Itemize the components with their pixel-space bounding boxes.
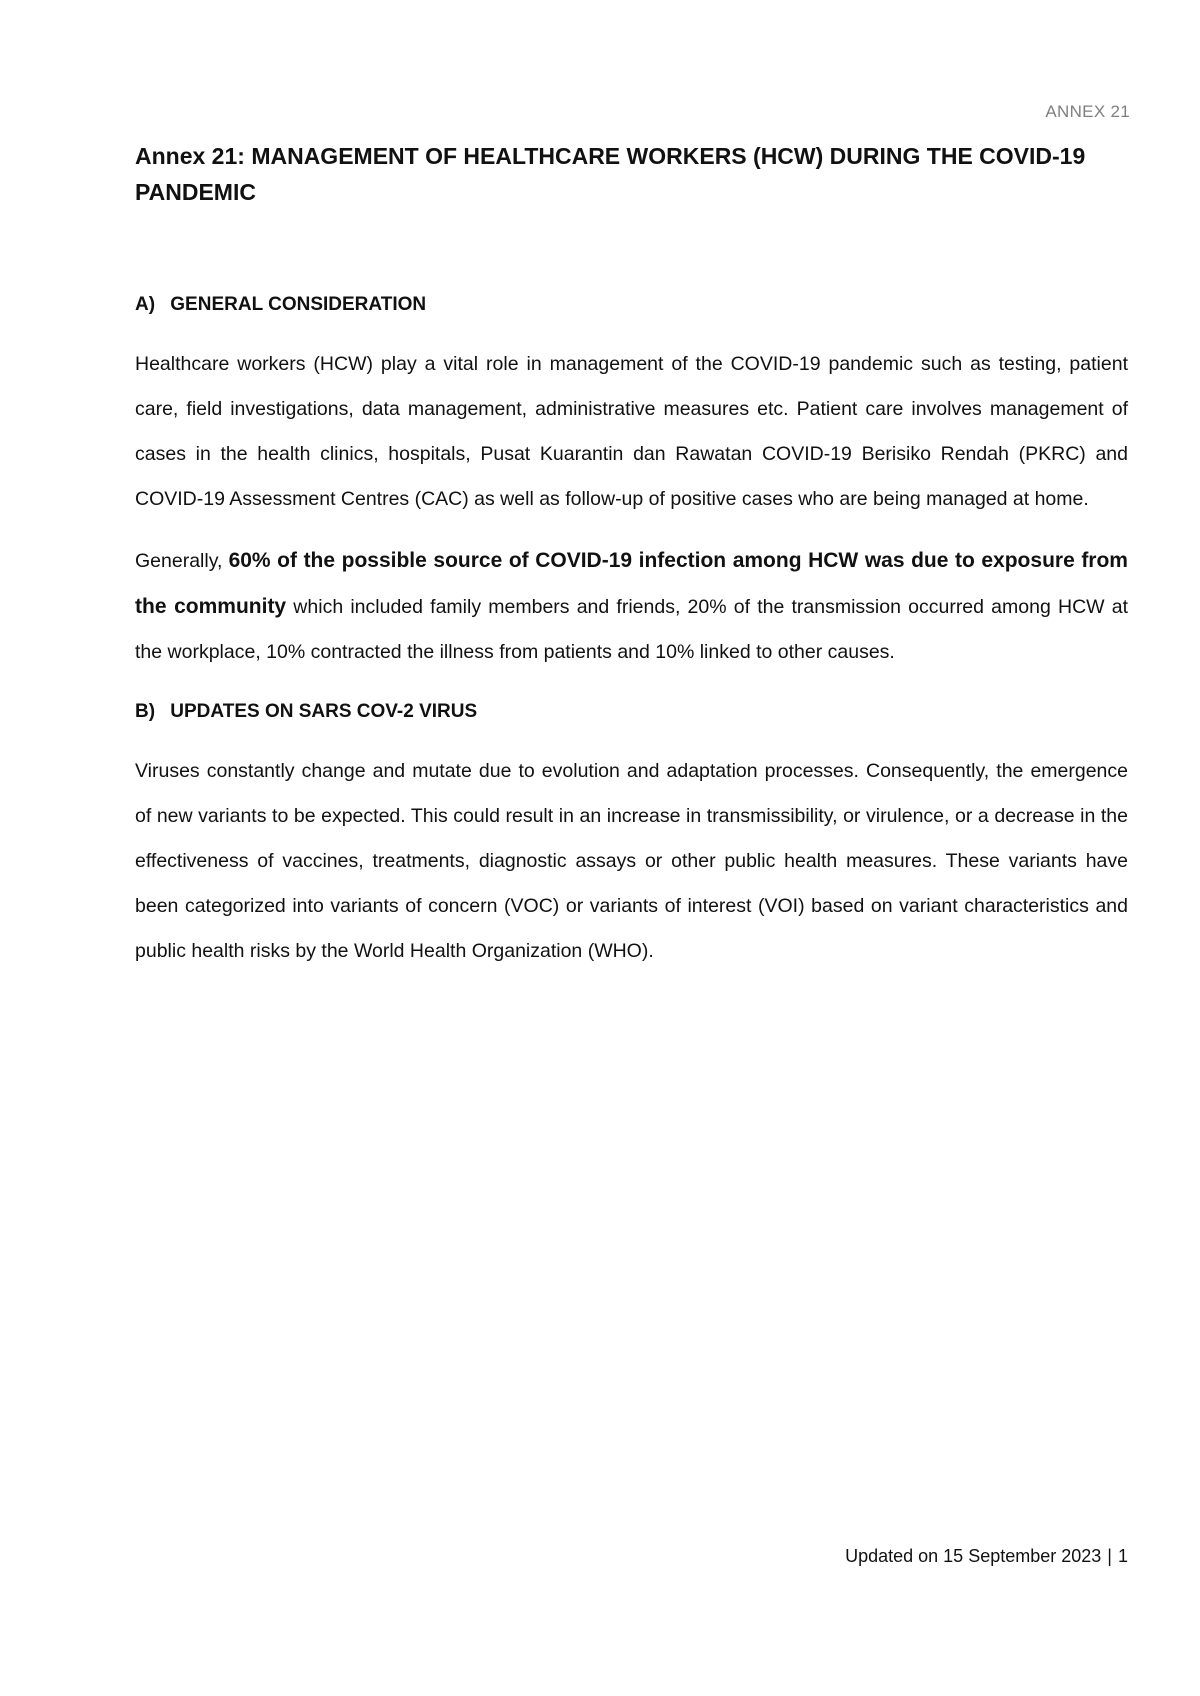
paragraph-2-rest: which included family members and friends, 20% of the transmission occurred among HCW at the workplace, 10% contracted the illness from patients and 10% linked to other causes. [135, 596, 1128, 663]
section-b-paragraph-1: Viruses constantly change and mutate due to evolution and adaptation processes. Consequently, the emergence of new variants to be expected. This could result in an increase in transmissibility, or virulence, or a decrease in the effectiveness of vaccines, treatments, diagnostic assays or other public health measures. These variants have been categorized into variants of concern (VOC) or variants of interest (VOI) based on variant characteristics and public health risks by the World Health Organization (WHO). [135, 760, 1128, 962]
section-a-heading [135, 290, 1128, 320]
annex-header-label: ANNEX 21 [1045, 102, 1130, 121]
section-b-heading [135, 697, 1128, 727]
section-b-marker: B) [135, 701, 156, 722]
section-a-paragraph-1: Healthcare workers (HCW) play a vital role in management of the COVID-19 pandemic such as testing, patient care, field investigations, data management, administrative measures etc. Patient care involves management of cases in the health clinics, hospitals, Pusat Kuarantin dan Rawatan COVID-19 Berisiko Rendah (PKRC) and COVID-19 Assessment Centres (CAC) as well as follow-up of positive cases who are being managed at home. [135, 353, 1128, 510]
document-title: Annex 21: MANAGEMENT OF HEALTHCARE WORKERS (HCW) DURING THE COVID-19 PANDEMIC [135, 143, 1086, 205]
document-body [135, 138, 1128, 974]
paragraph-2-intro: Generally, [135, 550, 229, 572]
paragraph-2-bold-statement: 60% of the possible source of COVID-19 infection among HCW was due to exposure from the community [135, 549, 1128, 618]
section-b-heading-text: UPDATES ON SARS COV-2 VIRUS [170, 701, 478, 722]
page-footer [845, 1546, 1128, 1567]
section-a-heading-text: GENERAL CONSIDERATION [170, 294, 427, 315]
section-a-marker: A) [135, 294, 156, 315]
footer-separator: | [1107, 1546, 1112, 1566]
footer-updated-date: Updated on 15 September 2023 [845, 1546, 1102, 1566]
section-a-paragraph-2 [135, 538, 1128, 675]
footer-page-number: 1 [1117, 1546, 1128, 1566]
